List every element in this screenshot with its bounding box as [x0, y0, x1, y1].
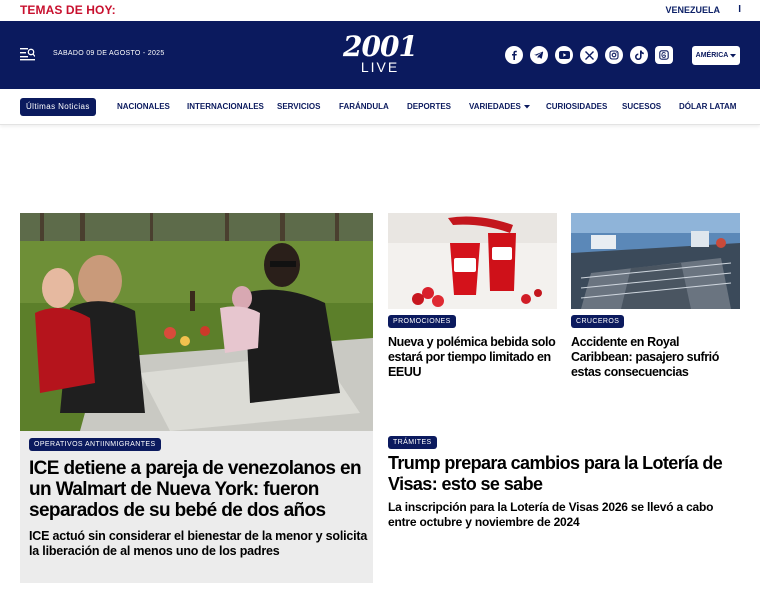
story-4-subtitle: La inscripción para la Lotería de Visas 2026 se llevó a cabo entre octubre y noviembre de 2024 — [388, 500, 714, 529]
nav-ultimas-noticias[interactable]: Últimas Noticias — [20, 98, 96, 116]
story-4-tag[interactable]: TRÁMITES — [388, 436, 437, 449]
topic-link-venezuela[interactable]: VENEZUELA — [665, 5, 720, 15]
story-2-title[interactable]: Nueva y polémica bebida solo estará por tiempo limitado en EEUU — [388, 335, 556, 379]
current-date: SABADO 09 DE AGOSTO - 2025 — [53, 50, 165, 57]
chevron-down-icon — [730, 54, 736, 58]
tiktok-icon[interactable] — [630, 46, 648, 64]
logo-live: LIVE — [360, 59, 400, 75]
nav-internacionales[interactable]: INTERNACIONALES — [187, 102, 264, 111]
topics-label: TEMAS DE HOY: — [20, 3, 116, 17]
nav-curiosidades[interactable]: CURIOSIDADES — [546, 102, 608, 111]
story-3-image[interactable] — [571, 213, 740, 309]
story-2-tag[interactable]: PROMOCIONES — [388, 315, 456, 328]
main-story-image[interactable] — [20, 213, 373, 431]
threads-icon[interactable] — [655, 46, 673, 64]
story-4-title[interactable]: Trump prepara cambios para la Lotería de Visas: esto se sabe — [388, 453, 723, 494]
region-label: AMÉRICA — [695, 52, 729, 59]
main-story-title[interactable]: ICE detiene a pareja de venezolanos en un Walmart de Nueva York: fueron separados de su bebé de dos años — [29, 458, 361, 521]
instagram-icon[interactable] — [605, 46, 623, 64]
main-story-subtitle: ICE actuó sin considerar el bienestar de la menor y solicita la liberación de al menos uno de los padres — [29, 529, 368, 558]
nav-variedades-label: VARIEDADES — [469, 102, 521, 111]
logo-number: 2001 — [343, 30, 417, 63]
nav-variedades[interactable] — [469, 102, 530, 111]
site-logo[interactable] — [334, 30, 426, 77]
topics-separator: I — [738, 4, 741, 15]
story-2-image[interactable] — [388, 213, 557, 309]
nav-deportes[interactable]: DEPORTES — [407, 102, 452, 111]
social-links — [505, 46, 673, 64]
youtube-icon[interactable] — [555, 46, 573, 64]
facebook-icon[interactable] — [505, 46, 523, 64]
telegram-icon[interactable] — [530, 46, 548, 64]
region-selector[interactable] — [692, 46, 740, 65]
x-icon[interactable] — [580, 46, 598, 64]
main-story-card[interactable] — [20, 213, 373, 583]
nav-sucesos[interactable]: SUCESOS — [622, 102, 662, 111]
chevron-down-icon — [524, 105, 530, 109]
story-3-title[interactable]: Accidente en Royal Caribbean: pasajero sufrió estas consecuencias — [571, 335, 719, 379]
nav-farandula[interactable]: FARÁNDULA — [339, 102, 389, 111]
story-3-tag[interactable]: CRUCEROS — [571, 315, 624, 328]
main-story-tag[interactable]: OPERATIVOS ANTIINMIGRANTES — [29, 438, 161, 451]
site-header — [0, 21, 760, 89]
nav-dolar-latam[interactable]: DÓLAR LATAM — [679, 102, 737, 111]
main-nav — [0, 89, 760, 125]
menu-search-icon[interactable] — [20, 47, 35, 61]
topics-bar — [0, 0, 760, 21]
nav-servicios[interactable]: SERVICIOS — [277, 102, 321, 111]
nav-nacionales[interactable]: NACIONALES — [117, 102, 170, 111]
